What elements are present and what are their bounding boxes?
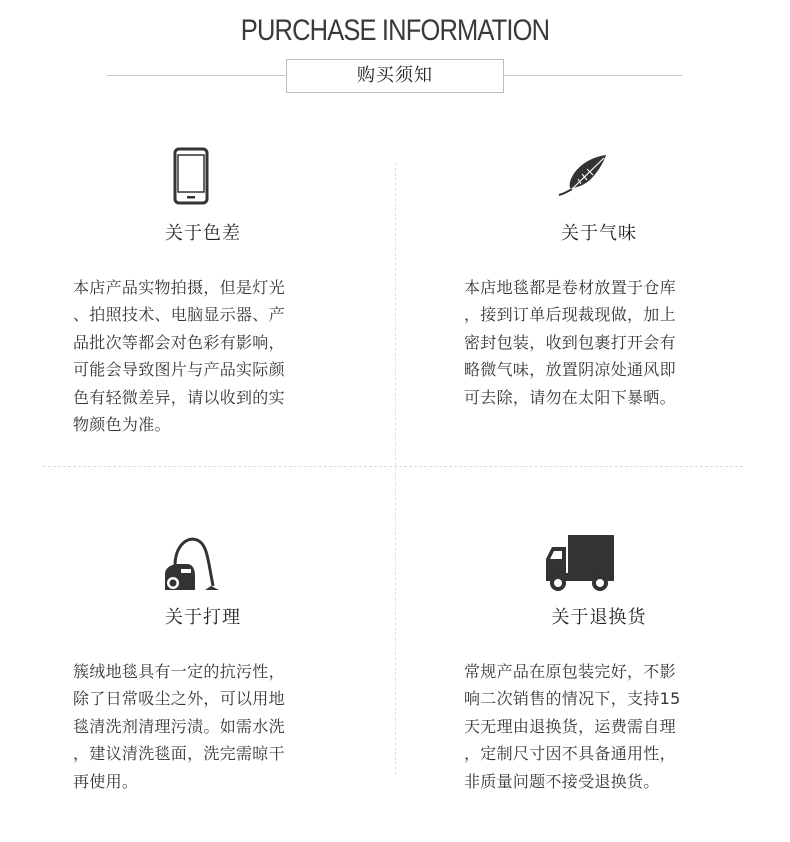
title-rule-left: [107, 75, 287, 76]
page-title: PURCHASE INFORMATION: [240, 14, 550, 47]
body-line: 略微气味，放置阴凉处通风即: [464, 360, 676, 380]
body-line: 品批次等都会对色彩有影响，: [73, 332, 285, 352]
body-line: 物颜色为准。: [73, 415, 171, 435]
section-body: [464, 658, 726, 795]
body-line: 响二次销售的情况下，支持15: [464, 689, 681, 709]
section-heading: 关于色差: [165, 223, 241, 244]
body-line: 可去除，请勿在太阳下暴晒。: [464, 387, 676, 407]
grid-divider-horizontal: [43, 466, 743, 467]
section-odor: [464, 145, 734, 435]
delivery-truck-icon: [544, 533, 616, 597]
body-line: 非质量问题不接受退换货。: [464, 771, 660, 791]
body-line: ，接到订单后现裁现做，加上: [464, 305, 676, 325]
body-line: 可能会导致图片与产品实际颜: [73, 360, 285, 380]
section-heading: 关于气味: [561, 223, 637, 244]
section-heading: 关于打理: [165, 607, 241, 628]
title-rule-right: [504, 75, 682, 76]
body-line: ，建议清洗毯面，洗完需晾干: [73, 744, 285, 764]
body-line: 除了日常吸尘之外，可以用地: [73, 689, 285, 709]
vacuum-cleaner-icon: [161, 532, 221, 598]
body-line: 毯清洗剂清理污渍。如需水洗: [73, 716, 285, 736]
body-line: 天无理由退换货，运费需自理: [464, 716, 676, 736]
body-line: ，定制尺寸因不具备通用性，: [464, 744, 676, 764]
section-returns: [464, 530, 734, 790]
body-line: 本店地毯都是卷材放置于仓库: [464, 278, 676, 297]
body-line: 本店产品实物拍摄，但是灯光: [73, 278, 285, 297]
section-color-difference: [73, 145, 343, 435]
body-line: 常规产品在原包装完好，不影: [464, 662, 676, 681]
body-line: 再使用。: [73, 771, 139, 791]
feather-icon: [557, 153, 609, 201]
section-body: [73, 274, 335, 438]
subtitle-box: 购买须知: [286, 59, 504, 93]
grid-divider-vertical: [395, 163, 396, 775]
section-body: [73, 658, 335, 795]
section-body: [464, 274, 726, 411]
body-line: 簇绒地毯具有一定的抗污性，: [73, 662, 285, 681]
smartphone-icon: [173, 147, 209, 209]
body-line: 密封包装，收到包裹打开会有: [464, 332, 676, 352]
section-care: [73, 530, 343, 790]
body-line: 色有轻微差异，请以收到的实: [73, 387, 285, 407]
section-heading: 关于退换货: [551, 607, 647, 628]
body-line: 、拍照技术、电脑显示器、产: [73, 305, 285, 325]
